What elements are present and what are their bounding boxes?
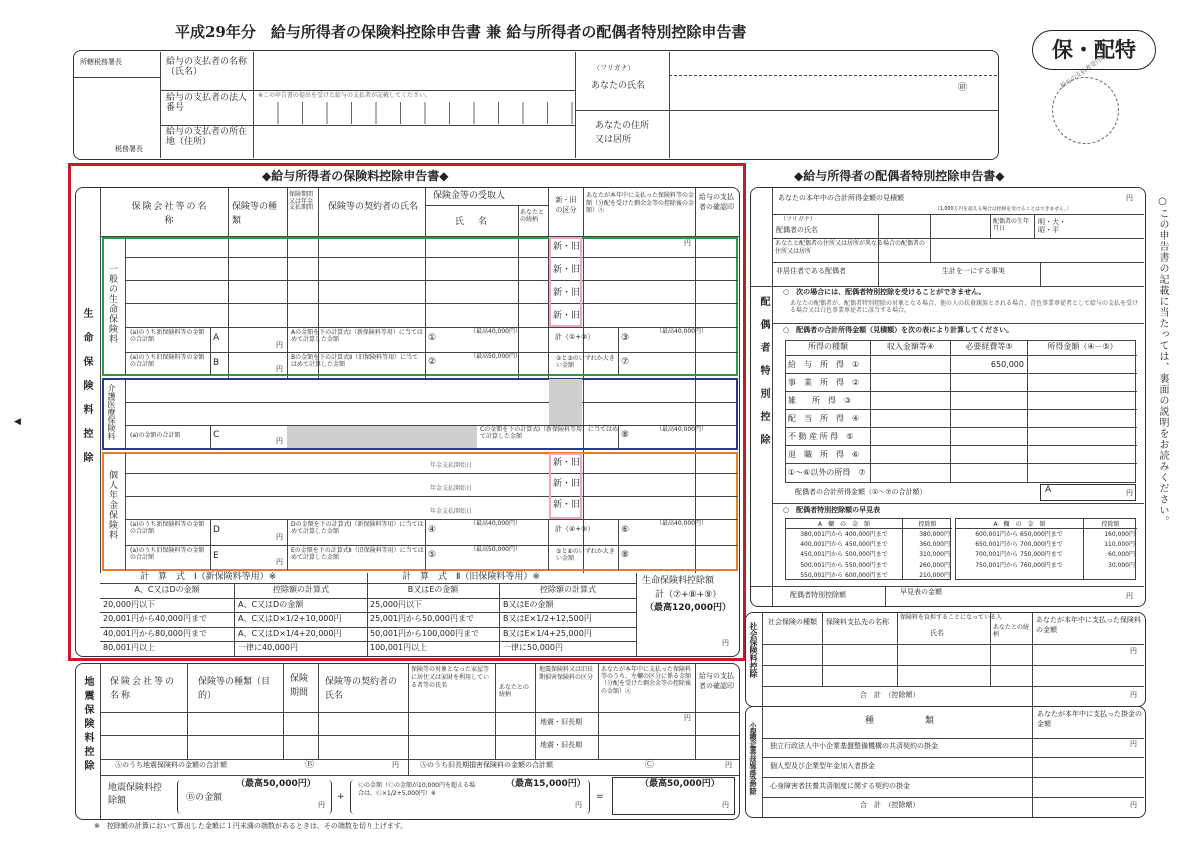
footnote: ※ 控除額の計算において算出した金額に１円未満の端数があるときは、その端数を切り上げます。 bbox=[94, 822, 408, 830]
yen-small-1: 円 bbox=[1130, 740, 1137, 748]
life-total-field[interactable] bbox=[642, 620, 734, 652]
general-life-label: 一般の生命保険料 bbox=[107, 264, 117, 344]
small-row-2: 個人型及び企業型年金加入者掛金 bbox=[770, 762, 875, 770]
nonresident-label: 非居住者である配偶者 bbox=[776, 267, 846, 275]
care-kubun-shade bbox=[549, 379, 582, 425]
yen-a: 円 bbox=[276, 341, 283, 349]
office-label: 所轄税務署長 bbox=[80, 58, 122, 66]
quick-table-right: A 欄 の 金 額 控除額 600,001円から 650,000円まで 160,000円 650,001円から 700,000円まで 110,000円 700,001円から 750,000円まで 60,000円 750,001円から 760,000円まで 30,000円 bbox=[955, 518, 1136, 580]
circle-3: ③ bbox=[621, 333, 630, 343]
circle-1: ① bbox=[428, 333, 437, 343]
quick-ref-label: 早見表の金額 bbox=[900, 588, 942, 596]
c-letter: C bbox=[213, 430, 220, 440]
b-label: (a)のうち旧保険料等の金額の合計額 bbox=[130, 354, 205, 368]
yen-eq-b: 円 bbox=[318, 801, 325, 809]
kubun-row3[interactable]: 新・旧 bbox=[553, 288, 581, 298]
formula1-title: 計 算 式 Ⅰ（新保険料等用）※ bbox=[140, 572, 277, 582]
receipt-stamp-label: 給与の支払者受付印 bbox=[1059, 53, 1108, 90]
eq-sum2-label: Ⓐのうち旧長期損害保険料の金額の合計額 bbox=[420, 761, 553, 769]
yen-eq-result: 円 bbox=[722, 801, 729, 809]
eq-sum2-letter: Ⓒ bbox=[645, 760, 655, 770]
spouse-note2: ○ 配偶者の合計所得金額（見積額）を次の表により計算してください。 bbox=[783, 326, 1014, 334]
payer-name-label: 給与の支払者の名称（氏名） bbox=[166, 57, 248, 77]
a-label: (a)のうち新保険料等の金額の合計額 bbox=[130, 329, 205, 343]
spouse-name-label: 配偶者の氏名 bbox=[776, 226, 818, 234]
small-vertical-title: 小規模企業共済等掛金控除 bbox=[749, 722, 757, 794]
d-letter: D bbox=[213, 525, 220, 535]
social-col-name: 氏名 bbox=[930, 629, 944, 637]
life-insurance-group-label: 生命保険料控除 bbox=[81, 308, 92, 476]
e-formula: Eの金額を下の計算式Ⅱ（旧保険料等用）に当てはめて計算した金額 bbox=[291, 547, 424, 561]
formula2-table: B又はEの金額 控除額の計算式 25,000円以下 B又はEの金額 25,001円から50,000円まで B又はE×1/2+12,500円 50,001円から100,000円まで B又はE×1/4+25,000円 100,001円以上 一律に50,000円 bbox=[367, 584, 636, 657]
pension-start-2: 年金支払開始日 bbox=[430, 485, 473, 492]
social-col-bearer: 保険料を負担することになっている人 bbox=[900, 614, 1003, 621]
max40-1: （最高40,000円） bbox=[470, 328, 521, 335]
furigana-label: （フリガナ） bbox=[593, 64, 635, 72]
eq-kubun-2[interactable]: 地震・旧長期 bbox=[540, 741, 582, 749]
quick-table-left: A 欄 の 金 額 控除額 380,001円から 400,000円まで 380,000円 400,001円から 450,000円まで 360,000円 450,001円から 500,000円まで 310,000円 500,001円から 550,000円まで 260,000円 550,001円から 600,000円まで 210,000円 bbox=[785, 518, 951, 580]
spouse-vertical-title: 配偶者特別控除 bbox=[758, 296, 769, 457]
calc-4-5: 計（④+⑤） bbox=[555, 525, 595, 533]
your-address-field[interactable] bbox=[670, 112, 996, 157]
formula2-title: 計 算 式 Ⅱ（旧保険料等用）※ bbox=[402, 572, 540, 582]
kubun-row1[interactable]: 新・旧 bbox=[553, 242, 581, 252]
yen-social-total: 円 bbox=[1130, 691, 1137, 699]
spouse-total-label: 配偶者の合計所得金額（①～⑦の合計額） bbox=[795, 488, 927, 496]
eq-col-relation: あなたとの続柄 bbox=[499, 684, 530, 698]
circle-6: ⑥ bbox=[621, 525, 630, 535]
spouse-section-title: ◆給与所得者の配偶者特別控除申告書◆ bbox=[794, 169, 1005, 183]
circle-2: ② bbox=[428, 357, 437, 367]
yen-income-est: 円 bbox=[1126, 194, 1133, 202]
yen-social-1: 円 bbox=[1130, 647, 1137, 655]
social-col-amount: あなたが本年中に支払った保険料の金額 bbox=[1036, 616, 1141, 634]
payer-number-note: ※この申告書の提出を受けた給与の支払者が記載してください。 bbox=[258, 92, 432, 99]
d-formula: Dの金額を下の計算式Ⅰ（新保険料等用）に当てはめて計算した金額 bbox=[291, 521, 424, 535]
social-total-label: 合 計 （控除額） bbox=[860, 691, 920, 699]
care-label: 介護医療保険料 bbox=[107, 384, 116, 440]
yen-d: 円 bbox=[276, 533, 283, 541]
income-table: 所得の種類 収入金額等④ 必要経費等⑤ 所得金額（④－⑤） 給 与 所 得 ① 650,000 事 業 所 得 ② 雑 所 得 ③ 配 当 所 得 ④ 不 動 産 所 得 ⑤ 退 職 所 得 ⑥ ①～⑥以外の所得 ⑦ bbox=[785, 340, 1136, 483]
d-label: (a)のうち新保険料等の金額の合計額 bbox=[130, 521, 205, 535]
b-letter: B bbox=[213, 358, 220, 368]
eq-sum-letter: Ⓑ bbox=[305, 760, 315, 770]
income-est-label: あなたの本年中の合計所得金額の見積額 bbox=[778, 194, 904, 202]
col-holder: 保険等の契約者の氏名 bbox=[328, 202, 419, 212]
eq-col-type: 保険等の種類（目的） bbox=[198, 677, 271, 702]
spouse-total-field[interactable] bbox=[1040, 484, 1136, 501]
your-name-label: あなたの氏名 bbox=[591, 81, 646, 91]
a-formula: Aの金額を下の計算式Ⅰ（新保険料等用）に当てはめて計算した金額 bbox=[291, 329, 423, 343]
col-relation: あなたとの続柄 bbox=[520, 209, 545, 223]
spouse-address-label: あなたと配偶者の住所又は居所が異なる場合の配偶者の住所又は居所 bbox=[775, 240, 926, 256]
spouse-birth-label: 配偶者の生年月日 bbox=[993, 218, 1030, 232]
payer-address-field[interactable] bbox=[254, 126, 574, 158]
kubun-row2[interactable]: 新・旧 bbox=[553, 265, 581, 275]
same-living-label: 生計を一にする事実 bbox=[942, 267, 1005, 275]
kubun-row7[interactable]: 新・旧 bbox=[553, 500, 581, 510]
yen-e: 円 bbox=[276, 558, 283, 566]
yen-eq-sum: 円 bbox=[392, 761, 399, 769]
social-total-field[interactable] bbox=[1033, 687, 1145, 706]
eq-col-resident: 保険等の対象となった家屋等に居住又は家財を利用している者等の氏名 bbox=[411, 666, 490, 689]
your-name-field[interactable] bbox=[670, 76, 940, 108]
small-row-1: 独立行政法人中小企業基盤整備機構の共済契約の掛金 bbox=[770, 742, 938, 750]
eq-col-holder: 保険等の契約者の氏名 bbox=[325, 677, 398, 702]
formula1-table: A、C又はDの金額 控除額の計算式 20,000円以下 A、C又はDの金額 20,001円から40,000円まで A、C又はD×1/2+10,000円 40,001円から80,000円まで A、C又はD×1/4+20,000円 80,001円以上 一律に40,000円 bbox=[100, 584, 367, 657]
small-total-field[interactable] bbox=[1033, 798, 1145, 817]
eq-col-period: 保険期間 bbox=[290, 674, 309, 699]
kubun-row6[interactable]: 新・旧 bbox=[553, 479, 581, 489]
small-col-type: 種 類 bbox=[865, 716, 941, 726]
payer-address-label: 給与の支払者の所在地（住所） bbox=[166, 127, 248, 147]
max50-5: （最高50,000円） bbox=[470, 546, 521, 553]
max40-4: （最高40,000円） bbox=[470, 520, 521, 527]
social-col-payee: 保険料支払先の名称 bbox=[826, 618, 889, 626]
e-letter: E bbox=[213, 551, 219, 561]
eq-c-note: Ⓒの金額（Ⓒの金額が10,000円を超える場合は、Ⓒ×1/2+5,000円）※ bbox=[358, 782, 475, 797]
eq-max15: （最高15,000円） bbox=[506, 779, 586, 789]
col-recipient-name: 氏名 bbox=[455, 217, 502, 227]
care-sum-shade bbox=[287, 426, 477, 448]
max40-8: （最高40,000円） bbox=[656, 426, 707, 433]
payer-number-field[interactable] bbox=[254, 102, 574, 124]
col-kubun: 新・旧の区分 bbox=[555, 196, 577, 214]
kubun-row5[interactable]: 新・旧 bbox=[553, 458, 581, 468]
spouse-total-letter: A bbox=[1045, 485, 1052, 495]
your-address-label: あなたの住所又は居所 bbox=[595, 121, 650, 145]
tax-office-head: 税務署長 bbox=[115, 145, 143, 153]
yen-eq-c: 円 bbox=[575, 801, 582, 809]
max50-2: （最高50,000円） bbox=[470, 353, 521, 360]
col-confirm: 給与の支払者の確認印 bbox=[699, 193, 734, 211]
col-recipient: 保険金等の受取人 bbox=[433, 191, 506, 201]
eq-col-company: 保険会社等の名称 bbox=[110, 677, 177, 702]
income-est-note: （1,000万円を超える場合は控除を受けることはできません。） bbox=[935, 206, 1072, 212]
eq-col-confirm: 給与の支払者の確認印 bbox=[699, 672, 734, 690]
eq-b-amount: Ⓑの金額 bbox=[186, 793, 223, 803]
max40-3: （最高40,000円） bbox=[656, 328, 707, 335]
earthquake-group-label: 地震保険料控除 bbox=[82, 676, 93, 774]
e-label: (a)のうち旧保険料等の金額の合計額 bbox=[130, 547, 205, 561]
yen-eq-sum2: 円 bbox=[725, 761, 732, 769]
yen-sp-total: 円 bbox=[1126, 489, 1133, 497]
c-label: (a)の金額の合計額 bbox=[130, 432, 181, 439]
eq-equals: = bbox=[596, 792, 604, 802]
kubun-row4[interactable]: 新・旧 bbox=[553, 311, 581, 321]
eq-col-paid: あなたが本年中に支払った保険料等のうち、左欄の区分に係る金額（分配を受けた剰余金等の控除後の金額）Ⓐ bbox=[601, 666, 692, 695]
quick-table-title: ○ 配偶者特別控除額の早見表 bbox=[783, 506, 881, 514]
small-total-label: 合 計 （控除額） bbox=[860, 801, 920, 809]
col-type: 保険等の種類 bbox=[232, 202, 278, 227]
seal-mark: ㊞ bbox=[958, 83, 968, 93]
spouse-deduct-label: 配偶者特別控除額 bbox=[790, 591, 846, 599]
yen-c: 円 bbox=[276, 437, 283, 445]
small-col-amount: あなたが本年中に支払った掛金の金額 bbox=[1037, 710, 1142, 728]
small-row-3: 心身障害者扶養共済制度に関する契約の掛金 bbox=[770, 782, 910, 790]
eq-plus: + bbox=[337, 792, 345, 802]
yen-eq-1: 円 bbox=[684, 714, 691, 722]
pension-label: 個人年金保険料 bbox=[107, 470, 117, 540]
col-paid: あなたが本年中に支払った保険料等の金額（分配を受けた剰余金等の控除後の金額）Ⓐ bbox=[586, 192, 695, 214]
kyuyo-expense: 650,000 bbox=[951, 356, 1028, 374]
spouse-note1-body: あなたの配偶者が、配偶者特別控除の対象となる場合、他の人の扶養親族とされる場合、青色事業専従者として給与の支払を受ける場合又は白色事業専従者に該当する場合。 bbox=[790, 300, 1139, 315]
bigger-2-3: ②と③のいずれか大きい金額 bbox=[556, 355, 615, 369]
eq-kubun-1[interactable]: 地震・旧長期 bbox=[540, 718, 582, 726]
calc-1-2: 計（①+②） bbox=[555, 333, 595, 341]
insurance-section-title: ◆給与所得者の保険料控除申告書◆ bbox=[262, 169, 449, 183]
eq-max50-2: （最高50,000円） bbox=[640, 779, 720, 789]
yen-small-total: 円 bbox=[1130, 801, 1137, 809]
b-formula: Bの金額を下の計算式Ⅱ（旧保険料等用）に当てはめて計算した金額 bbox=[291, 354, 419, 368]
circle-9: ⑧ bbox=[621, 550, 630, 560]
pension-start-3: 年金支払開始日 bbox=[430, 508, 473, 515]
yen-unit: 円 bbox=[684, 239, 691, 247]
social-vertical-title: 社会保険料控除 bbox=[749, 622, 758, 678]
circle-8: ⑧ bbox=[621, 430, 630, 440]
yen-sp-deduct: 円 bbox=[1126, 592, 1133, 600]
social-col-relation: あなたとの続柄 bbox=[993, 624, 1030, 638]
side-arrow-icon: ◀ bbox=[14, 417, 21, 427]
life-total-title: 生命保険料控除額 bbox=[642, 576, 715, 586]
life-total-formula: 計（⑦+⑧+⑨） bbox=[655, 590, 722, 600]
form-badge: 保・配特 bbox=[1032, 30, 1156, 70]
bigger-5-6: ⑤と⑥のいずれか大きい金額 bbox=[556, 548, 615, 562]
a-letter: A bbox=[213, 333, 220, 343]
payer-number-label: 給与の支払者の法人番号 bbox=[166, 93, 248, 113]
eq-sum-label: Ⓐのうち地震保険料の金額の合計額 bbox=[115, 761, 227, 769]
pension-start-1: 年金支払開始日 bbox=[430, 462, 473, 469]
col-company: 保険会社等の名称 bbox=[131, 202, 209, 227]
payer-name-field[interactable] bbox=[254, 52, 574, 89]
life-total-max: （最高120,000円） bbox=[645, 603, 731, 613]
c-formula: Cの金額を下の計算式Ⅰ（新保険料等用）に当てはめて計算した金額 bbox=[480, 426, 618, 440]
circle-4: ④ bbox=[428, 525, 437, 535]
spouse-furigana: （フリガナ） bbox=[780, 216, 816, 223]
spouse-deduct-field[interactable] bbox=[886, 587, 1144, 606]
spouse-note1: ○ 次の場合には、配偶者特別控除を受けることができません。 bbox=[783, 288, 986, 296]
social-col-type: 社会保険の種類 bbox=[768, 618, 817, 626]
col-period: 保険期間又は年金支払期間 bbox=[289, 191, 314, 212]
spouse-era: 明・大・昭・平 bbox=[1038, 218, 1066, 234]
circle-5: ⑤ bbox=[428, 550, 437, 560]
form-title: 平成29年分 給与所得者の保険料控除申告書 兼 給与所得者の配偶者特別控除申告書 bbox=[175, 23, 747, 41]
circle-7: ⑦ bbox=[621, 357, 630, 367]
eq-max50-1: （最高50,000円） bbox=[236, 779, 316, 789]
eq-deduct-label: 地震保険料控除額 bbox=[108, 783, 163, 806]
yen-b: 円 bbox=[276, 365, 283, 373]
max40-6: （最高40,000円） bbox=[656, 520, 707, 527]
eq-col-kubun: 地震保険料又は旧長期損害保険料の区分 bbox=[539, 666, 594, 681]
side-note: ○この申告書の記載に当たっては、裏面の説明をお読みください。 bbox=[1157, 196, 1168, 527]
yen-life-total: 円 bbox=[722, 639, 729, 647]
